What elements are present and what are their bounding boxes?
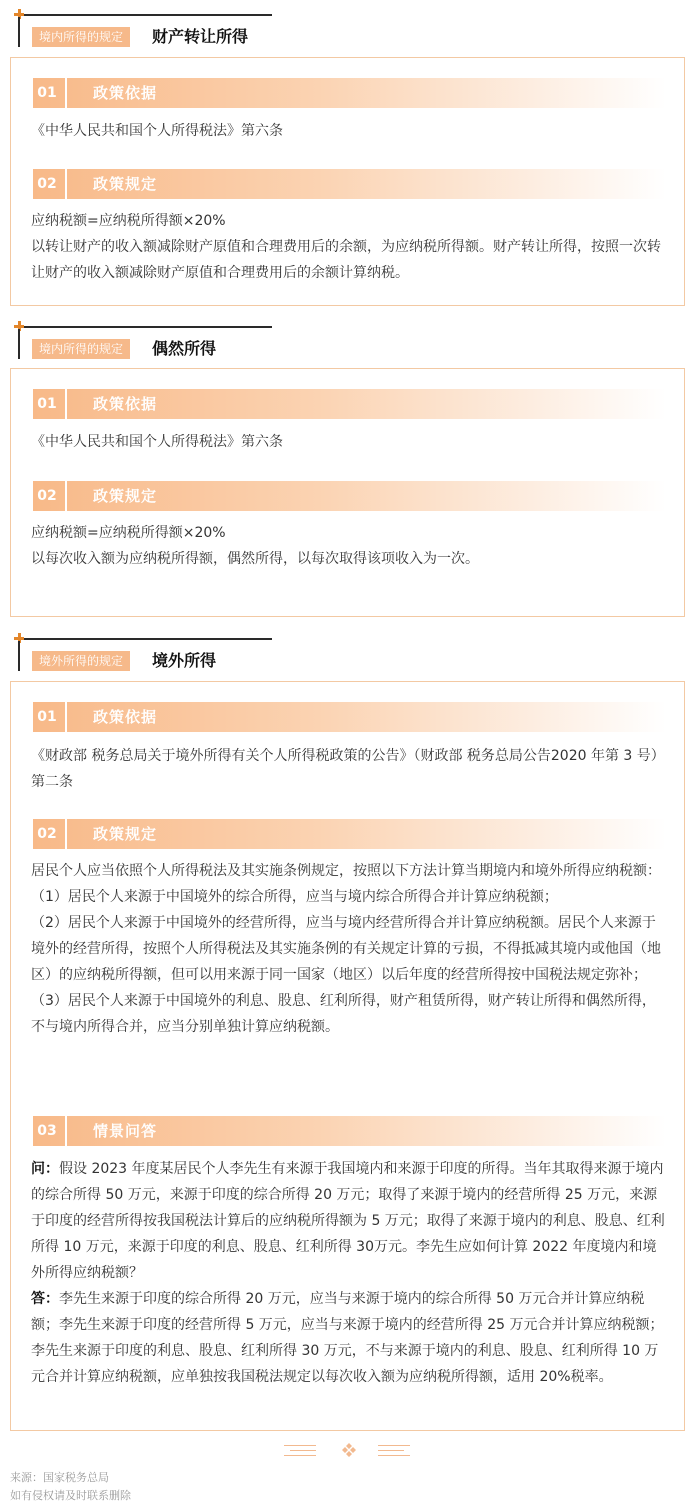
- policy-basis-text: 《财政部 税务总局关于境外所得有关个人所得税政策的公告》（财政部 税务总局公告2020 年第 3 号）第二条: [31, 748, 665, 790]
- bar-label: 政策依据: [93, 84, 158, 102]
- tax-formula: 应纳税额=应纳税所得额×20%: [31, 213, 226, 229]
- diamond-ornament-icon: [342, 1443, 356, 1457]
- section-title: 偶然所得: [152, 339, 217, 358]
- rule-paragraph: 以转让财产的收入额减除财产原值和合理费用后的余额，为应纳税所得额。财产转让所得，按照一次转让财产的收入额减除财产原值和合理费用后的余额计算纳税。: [31, 239, 661, 281]
- bar-number: 01: [37, 709, 57, 725]
- answer: 答：李先生来源于印度的综合所得 20 万元，应当与来源于境内的综合所得 50 万元合并计算应纳税额；李先生来源于印度的经营所得 5 万元，应当与来源于境内的经营所得 25 万元合并计算应纳税额；李先生来源于印度的利息、股息、红利所得 30 万元，不与来源于境内的利息、股息、红利所得 10 万元合并计算应纳税额，应单独按我国税法规定以每次收入额为应纳税所得额，适用 20%税率。: [31, 1291, 664, 1385]
- section-tag: 境内所得的规定: [32, 339, 130, 359]
- scenario-qa-bar: [33, 1116, 666, 1146]
- footer-source: [10, 1469, 131, 1505]
- policy-basis-text: 《中华人民共和国个人所得税法》第六条: [31, 434, 283, 450]
- bar-label: 政策规定: [93, 175, 158, 193]
- section-card-incidental: [10, 368, 685, 617]
- policy-rule-text: [31, 208, 669, 286]
- policy-basis-bar: [33, 78, 666, 108]
- bar-number: 02: [37, 488, 57, 504]
- policy-basis-bar: [33, 389, 666, 419]
- section-header-property-transfer: [12, 13, 272, 53]
- section-tag: 境内所得的规定: [32, 27, 130, 47]
- bar-label: 政策规定: [93, 825, 158, 843]
- header-rule-vertical: [18, 17, 20, 47]
- source-text: 来源：国家税务总局: [10, 1471, 109, 1484]
- rule-paragraph: 以每次收入额为应纳税所得额，偶然所得，以每次取得该项收入为一次。: [31, 551, 479, 567]
- policy-rule-bar: [33, 169, 666, 199]
- section-card-overseas: [10, 681, 685, 1431]
- section-title: 财产转让所得: [152, 27, 249, 46]
- bar-label: 情景问答: [93, 1122, 158, 1140]
- section-title: 境外所得: [152, 651, 217, 670]
- policy-basis-text: 《中华人民共和国个人所得税法》第六条: [31, 123, 283, 139]
- bar-label: 政策依据: [93, 395, 158, 413]
- rule-item-3: （3）居民个人来源于中国境外的利息、股息、红利所得，财产租赁所得，财产转让所得和偶然所得，不与境内所得合并，应当分别单独计算应纳税额。: [31, 993, 656, 1035]
- policy-basis-bar: [33, 702, 666, 732]
- scenario-qa-text: [31, 1156, 669, 1390]
- policy-rule-text: [31, 858, 669, 1040]
- rule-item-1: （1）居民个人来源于中国境外的综合所得，应当与境内综合所得合并计算应纳税额；: [31, 889, 558, 905]
- header-accent: [14, 13, 24, 16]
- policy-rule-bar: [33, 481, 666, 511]
- policy-rule-bar: [33, 819, 666, 849]
- rule-intro: 居民个人应当依照个人所得税法及其实施条例规定，按照以下方法计算当期境内和境外所得应纳税额：: [31, 863, 661, 879]
- section-header-overseas: [12, 637, 272, 677]
- notice-text: 如有侵权请及时联系删除: [10, 1489, 131, 1502]
- question: 问：假设 2023 年度某居民个人李先生有来源于我国境内和来源于印度的所得。当年其取得来源于境内的综合所得 50 万元，来源于印度的综合所得 20 万元；取得了来源于境内的经营所得 25 万元，来源于印度的经营所得按我国税法计算后的应纳税所得额为 5 万元；取得了来源于境内的利息、股息、红利所得 10 万元，来源于印度的利息、股息、红利所得 30万元。李先生应如何计算 2022 年度境内和境外所得应纳税额？: [31, 1161, 665, 1281]
- bar-number: 01: [37, 396, 57, 412]
- bar-number: 02: [37, 176, 57, 192]
- section-tag: 境外所得的规定: [32, 651, 130, 671]
- policy-rule-text: [31, 520, 669, 572]
- bar-number: 01: [37, 85, 57, 101]
- header-rule: [22, 14, 272, 16]
- bar-number: 03: [37, 1123, 57, 1139]
- section-card-property-transfer: [10, 57, 685, 306]
- bar-label: 政策依据: [93, 708, 158, 726]
- bar-label: 政策规定: [93, 487, 158, 505]
- section-header-incidental: [12, 325, 272, 365]
- tax-formula: 应纳税额=应纳税所得额×20%: [31, 525, 226, 541]
- footer-ornament: [0, 1441, 693, 1461]
- rule-item-2: （2）居民个人来源于中国境外的经营所得，应当与境内经营所得合并计算应纳税额。居民个人来源于境外的经营所得，按照个人所得税法及其实施条例的有关规定计算的亏损，不得抵减其境内或他国（地区）的应纳税所得额，但可以用来源于同一国家（地区）以后年度的经营所得按中国税法规定弥补；: [31, 915, 661, 983]
- bar-number: 02: [37, 826, 57, 842]
